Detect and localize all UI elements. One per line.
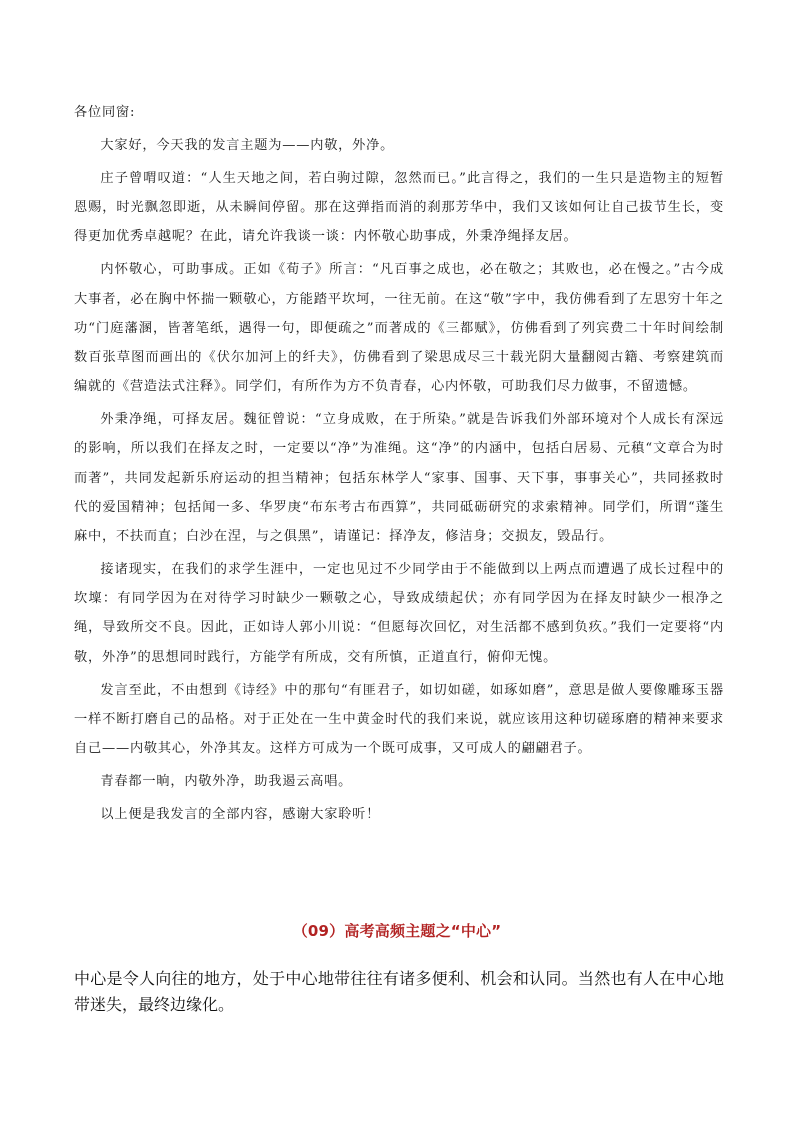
paragraph-youth: 青春都一晌，内敬外净，助我遏云高唱。 (100, 774, 353, 790)
greeting: 各位同窗: (74, 105, 136, 120)
paragraph-topic: 大家好，今天我的发言主题为——内敬，外净。 (100, 138, 395, 153)
speech-body (74, 98, 724, 833)
paragraph-outer-purity: 外秉净绳，可择友居。魏征曾说：“立身成败，在于所染。”就是告诉我们外部环境对个人成长有深远的影响，所以我们在择友之时，一定要以“净”为准绳。这“净”的内涵中，包括白居易、元稹“文章合为时而著”，共同发起新乐府运动的担当精神；包括东林学人“家事、国事、天下事，事事关心”，共同拯救时代的爱国精神；包括闻一多、华罗庚“布东考古布西算”，共同砥砺研究的求索精神。同学们，所谓“蓬生麻中，不扶而直；白沙在涅，与之俱黑”，请谨记：择净友，修洁身；交损友，毁品行。 (74, 412, 724, 545)
paragraph-inner-respect: 内怀敬心，可助事成。正如《荀子》所言：“凡百事之成也，必在敬之；其败也，必在慢之。”古今成大事者，必在胸中怀揣一颗敬心，方能踏平坎坷，一往无前。在这“敬”字中，我仿佛看到了左思穷十年之功“门庭藩溷，皆著笔纸，遇得一句，即便疏之”而著成的《三都赋》，仿佛看到了列宾费二十年时间绘制数百张草图而画出的《伏尔加河上的纤夫》，仿佛看到了梁思成尽三十载光阴大量翻阅古籍、考察建筑而编就的《营造法式注释》。同学们，有所作为方不负青春，心内怀敬，可助我们尽力做事，不留遗憾。 (74, 262, 724, 395)
paragraph-closing: 以上便是我发言的全部内容，感谢大家聆听！ (100, 807, 381, 823)
section-title: （09）高考高频主题之“中心” (292, 922, 502, 940)
paragraph-shijing: 发言至此，不由想到《诗经》中的那句“有匪君子，如切如磋，如琢如磨”，意思是做人要像雕琢玉器一样不断打磨自己的品格。对于正处在一生中黄金时代的我们来说，就应该用这种切磋琢磨的精神来要求自己——内敬其心，外净其友。这样方可成为一个既可成事，又可成人的翩翩君子。 (74, 682, 724, 757)
paragraph-reality: 接诸现实，在我们的求学生涯中，一定也见过不少同学由于不能做到以上两点而遭遇了成长过程中的坎壈：有同学因为在对待学习时缺少一颗敬之心，导致成绩起伏；亦有同学因为在择友时缺少一根净之绳，导致所交不良。因此，正如诗人郭小川说：“但愿每次回忆，对生活都不感到负疚。”我们一定要将“内敬，外净”的思想同时践行，方能学有所成，交有所慎，正道直行，俯仰无愧。 (74, 562, 724, 665)
paragraph-zhuangzi: 庄子曾喟叹道：“人生天地之间，若白驹过隙，忽然而已。”此言得之，我们的一生只是造物主的短暂恩赐，时光飘忽即逝，从未瞬间停留。那在这弹指而消的刹那芳华中，我们又该如何让自己拔节生长，变得更加优秀卓越呢？在此，请允许我谈一谈：内怀敬心助事成，外秉净绳择友居。 (74, 171, 724, 245)
section-intro: 中心是令人向往的地方，处于中心地带往往有诸多便利、机会和认同。当然也有人在中心地带迷失，最终边缘化。 (74, 969, 724, 1014)
